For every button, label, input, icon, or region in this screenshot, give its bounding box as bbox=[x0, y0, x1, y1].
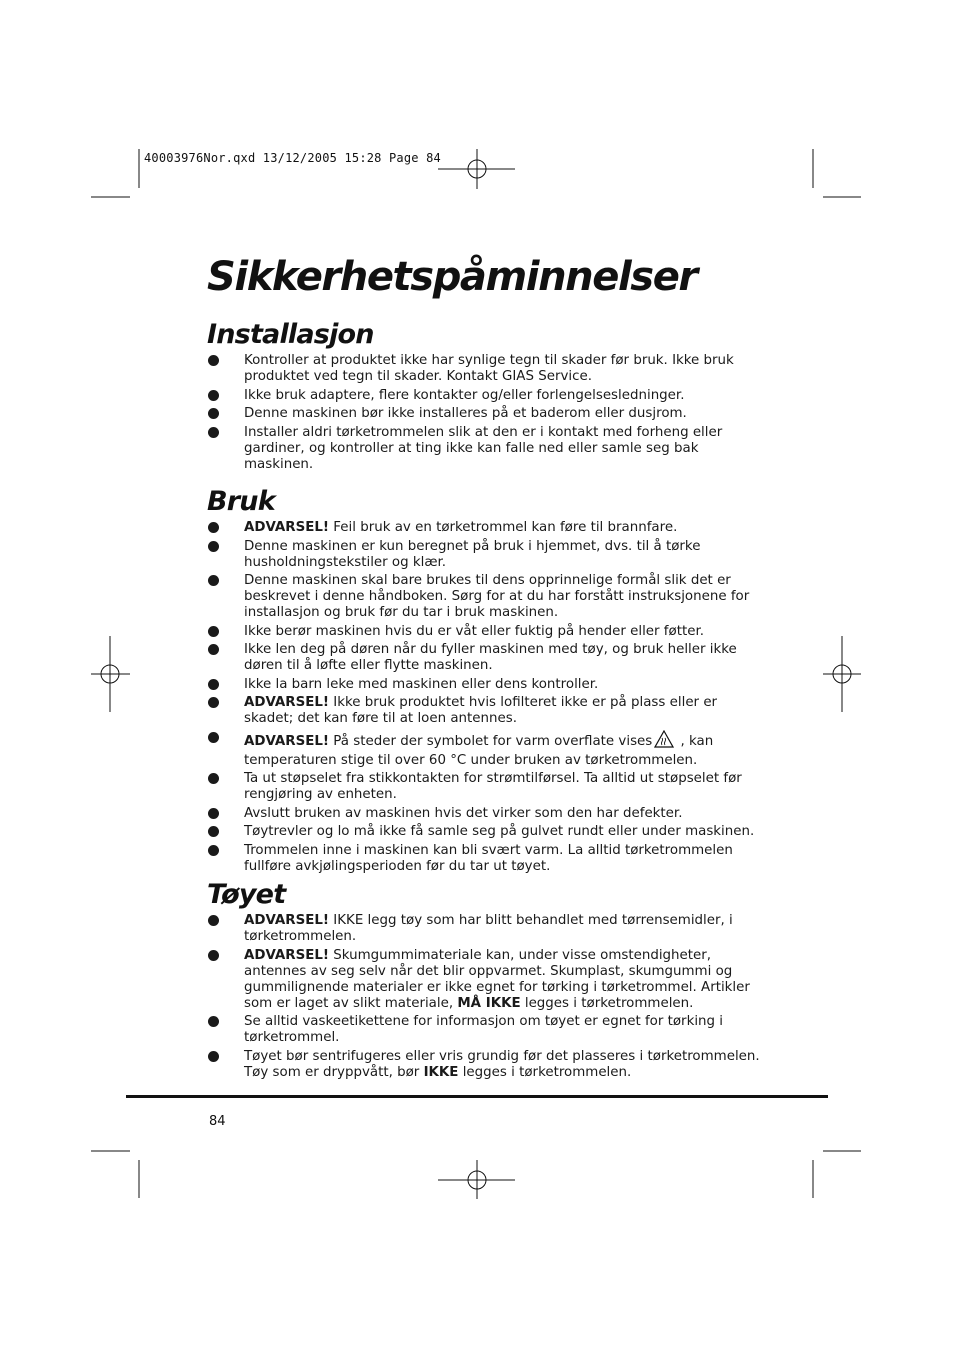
list-item: Kontroller at produktet ikke har synlige tegn til skader før bruk. Ikke bruk produktet ved tegn til skader. Kontakt GIAS Service. bbox=[207, 353, 767, 385]
warning-label: ADVARSEL! bbox=[244, 733, 330, 749]
bullet-icon bbox=[208, 408, 219, 419]
bullet-icon bbox=[208, 541, 219, 552]
warning-label: ADVARSEL! bbox=[244, 695, 330, 710]
registration-mark-top bbox=[438, 149, 515, 189]
bullet-icon bbox=[208, 390, 219, 401]
bullet-icon bbox=[208, 773, 219, 784]
bullet-icon bbox=[208, 626, 219, 637]
bullet-icon bbox=[208, 679, 219, 690]
list-item: Avslutt bruken av maskinen hvis det virker som den har defekter. bbox=[207, 806, 767, 822]
section-heading: Tøyet bbox=[207, 879, 286, 910]
bullet-icon bbox=[208, 522, 219, 533]
list-item: Ikke len deg på døren når du fyller maskinen med tøy, og bruk heller ikke døren til å løfte eller flytte maskinen. bbox=[207, 642, 767, 674]
list-item: Ikke bruk adaptere, flere kontakter og/eller forlengelsesledninger. bbox=[207, 388, 767, 404]
list-item: Denne maskinen bør ikke installeres på et baderom eller dusjrom. bbox=[207, 406, 767, 422]
bullet-icon bbox=[208, 697, 219, 708]
bullet-icon bbox=[208, 950, 219, 961]
section-heading: Bruk bbox=[207, 486, 275, 517]
list-item: ADVARSEL! Ikke bruk produktet hvis lofilteret ikke er på plass eller er skadet; det kan føre til at loen antennes. bbox=[207, 695, 767, 727]
list-item: ADVARSEL! På steder der symbolet for varm overflate vises , kan temperaturen stige til over 60 °C under bruken av tørketrommelen. bbox=[207, 730, 767, 769]
bullet-icon bbox=[208, 427, 219, 438]
list-item: Ikke la barn leke med maskinen eller dens kontroller. bbox=[207, 677, 767, 693]
list-item: Ta ut støpselet fra stikkontakten for strømtilførsel. Ta alltid ut støpselet før rengjøring av enheten. bbox=[207, 771, 767, 803]
page-title: Sikkerhetspåminnelser bbox=[207, 254, 697, 300]
emphasis: MÅ IKKE bbox=[457, 995, 521, 1011]
list-item: Ikke berør maskinen hvis du er våt eller fuktig på hender eller føtter. bbox=[207, 624, 767, 640]
bullet-icon bbox=[208, 575, 219, 586]
warning-label: ADVARSEL! bbox=[244, 520, 330, 535]
bullet-icon bbox=[208, 355, 219, 366]
bullet-icon bbox=[208, 1051, 219, 1062]
section-installasjon bbox=[207, 318, 767, 475]
bullet-icon bbox=[208, 1016, 219, 1027]
print-slug: 40003976Nor.qxd 13/12/2005 15:28 Page 84 bbox=[144, 151, 441, 165]
list-item: ADVARSEL! Feil bruk av en tørketrommel kan føre til brannfare. bbox=[207, 520, 767, 536]
warning-label: ADVARSEL! bbox=[244, 947, 330, 963]
hot-surface-warning-icon bbox=[654, 730, 674, 753]
list-item: Tøytrevler og lo må ikke få samle seg på gulvet rundt eller under maskinen. bbox=[207, 824, 767, 840]
bullet-icon bbox=[208, 915, 219, 926]
bullet-list bbox=[207, 353, 767, 473]
list-item: Denne maskinen skal bare brukes til dens opprinnelige formål slik det er beskrevet i denne håndboken. Sørg for at du har forstått instruksjonene for installasjon og bruk før du tar i bruk maskinen. bbox=[207, 573, 767, 621]
bullet-icon bbox=[208, 845, 219, 856]
list-item: Trommelen inne i maskinen kan bli svært varm. La alltid tørketrommelen fullføre avkjølingsperioden før du tar ut tøyet. bbox=[207, 843, 767, 875]
bullet-list bbox=[207, 520, 767, 875]
list-item: Tøyet bør sentrifugeres eller vris grundig før det plasseres i tørketrommelen. Tøy som er dryppvått, bør IKKE legges i tørketrommelen. bbox=[207, 1049, 767, 1081]
list-item: Se alltid vaskeetikettene for informasjon om tøyet er egnet for tørking i tørketrommel. bbox=[207, 1014, 767, 1046]
section-heading: Installasjon bbox=[207, 319, 374, 350]
registration-mark-right bbox=[823, 636, 861, 712]
footer-rule bbox=[126, 1095, 828, 1098]
section-toyet bbox=[207, 878, 767, 1083]
bullet-icon bbox=[208, 644, 219, 655]
emphasis: IKKE bbox=[423, 1064, 459, 1080]
registration-mark-bottom bbox=[438, 1160, 515, 1199]
list-item: Installer aldri tørketrommelen slik at den er i kontakt med forheng eller gardiner, og kontroller at ting ikke kan falle ned eller samle seg bak maskinen. bbox=[207, 425, 767, 473]
section-bruk bbox=[207, 485, 767, 877]
list-item: ADVARSEL! IKKE legg tøy som har blitt behandlet med tørrensemidler, i tørketrommelen. bbox=[207, 913, 767, 945]
bullet-icon bbox=[208, 808, 219, 819]
bullet-icon bbox=[208, 732, 219, 743]
bullet-icon bbox=[208, 826, 219, 837]
list-item: Denne maskinen er kun beregnet på bruk i hjemmet, dvs. til å tørke husholdningstekstiler og klær. bbox=[207, 539, 767, 571]
page-number: 84 bbox=[209, 1114, 226, 1129]
registration-mark-left bbox=[91, 636, 130, 712]
warning-label: ADVARSEL! bbox=[244, 913, 330, 928]
bullet-list bbox=[207, 913, 767, 1081]
list-item: ADVARSEL! Skumgummimateriale kan, under visse omstendigheter, antennes av seg selv når det blir oppvarmet. Skumplast, skumgummi og gummilignende materialer er ikke egnet for tørking i tørketrommel. Artikler som er laget av slikt materiale, MÅ IKKE legges i tørketrommelen. bbox=[207, 948, 767, 1012]
